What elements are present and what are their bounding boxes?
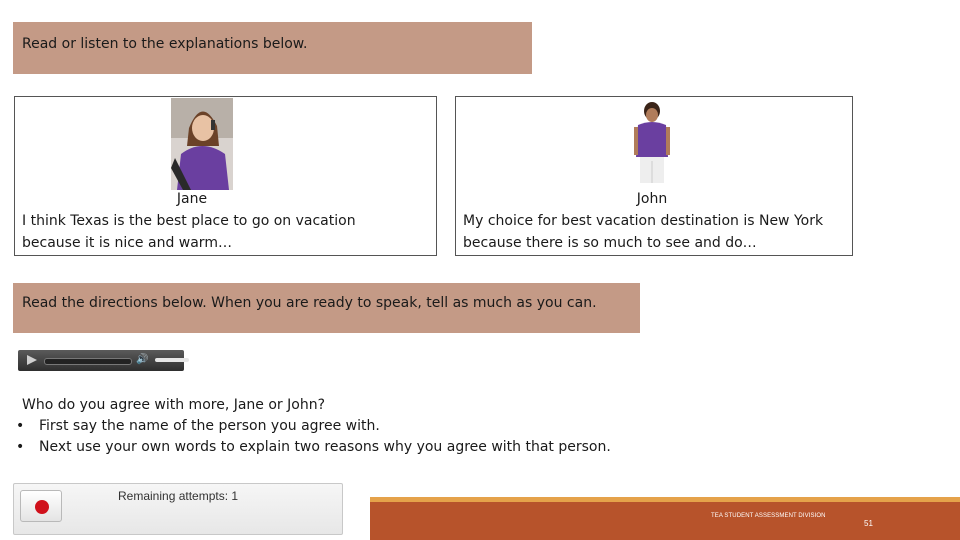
speech-recorder [13, 483, 343, 535]
speaker-icon[interactable]: 🔊 [136, 354, 149, 365]
directions-banner [13, 283, 640, 333]
directions-question: Who do you agree with more, Jane or John? [22, 397, 326, 413]
john-name: John [636, 191, 668, 207]
john-quote [463, 210, 823, 254]
remaining-attempts: Remaining attempts: 1 [118, 489, 239, 503]
speaker-card-john [455, 96, 853, 256]
directions-bullet: • Next use your own words to explain two reasons why you agree with that person. [16, 437, 611, 458]
speaker-card-jane [14, 96, 437, 256]
directions-bullet: • First say the name of the person you agree with. [16, 416, 611, 437]
jane-photo [171, 98, 233, 190]
volume-slider[interactable] [155, 358, 189, 362]
footer-org: TEA STUDENT ASSESSMENT DIVISION [711, 513, 826, 519]
audio-player [18, 350, 184, 371]
record-button[interactable] [20, 490, 62, 522]
jane-quote-line-2: because it is nice and warm… [22, 235, 232, 251]
intro-banner [13, 22, 532, 74]
directions-list [22, 416, 611, 458]
john-quote-line-2: because there is so much to see and do… [463, 235, 757, 251]
jane-quote-line-1: I think Texas is the best place to go on vacation [22, 213, 356, 229]
jane-name: Jane [176, 191, 208, 207]
john-quote-line-1: My choice for best vacation destination is New York [463, 213, 824, 229]
directions [22, 395, 611, 458]
audio-progress-track[interactable] [44, 358, 132, 365]
play-icon[interactable] [27, 355, 37, 365]
record-icon [35, 500, 49, 514]
directions-banner-text: Read the directions below. When you are ready to speak, tell as much as you can. [22, 295, 597, 311]
intro-text: Read or listen to the explanations below. [22, 36, 308, 52]
john-photo [632, 101, 672, 187]
jane-quote [22, 210, 356, 254]
page-number: 51 [864, 519, 873, 528]
